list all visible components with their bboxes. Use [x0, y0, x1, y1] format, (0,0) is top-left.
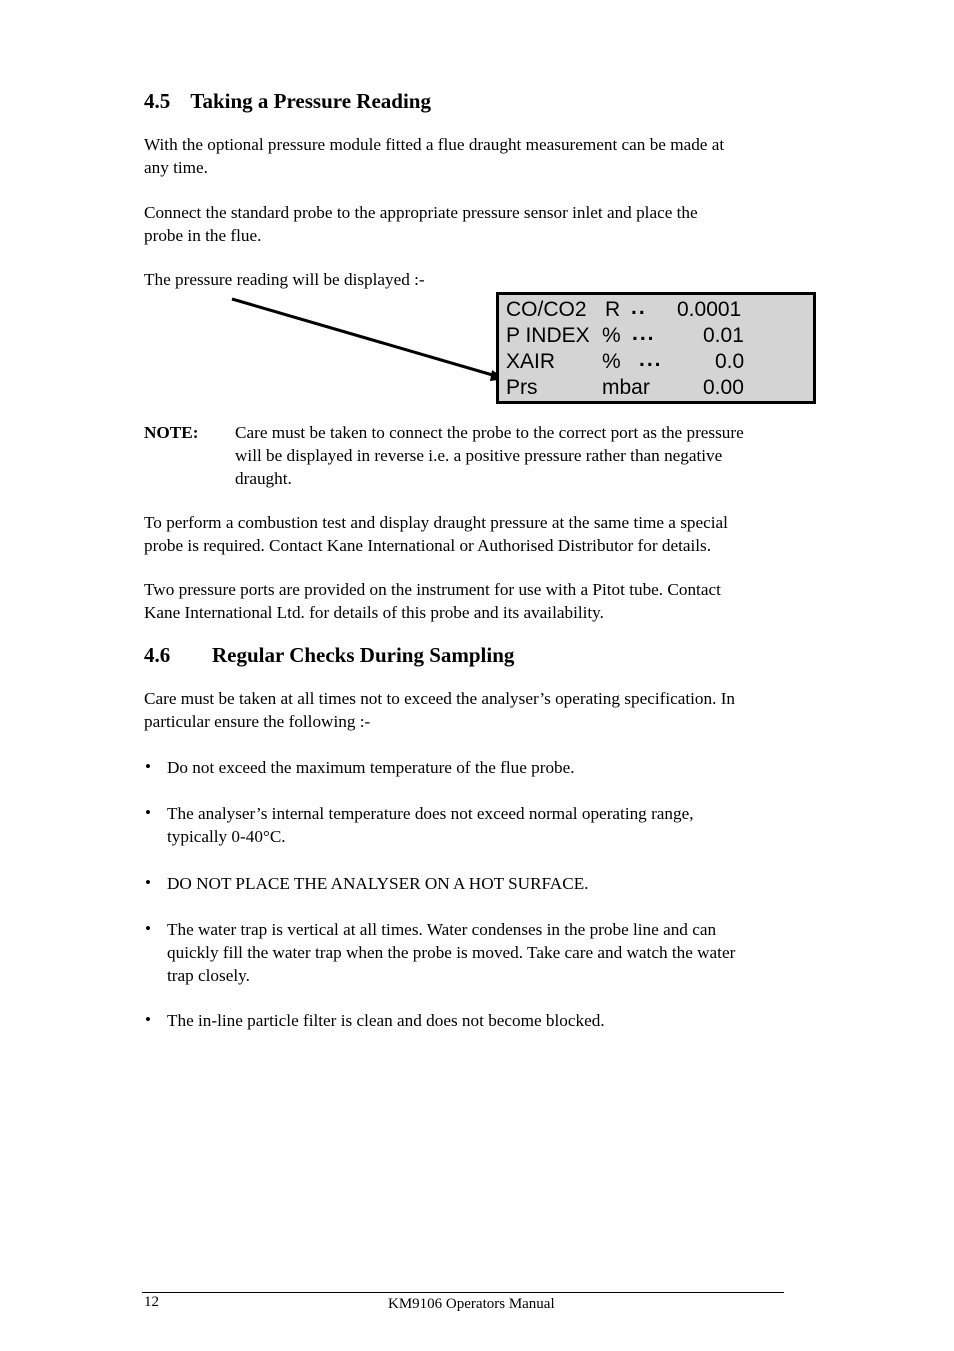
lcd-value: 0.0001 [677, 298, 742, 321]
lcd-dots: .. [631, 296, 647, 319]
section-number: 4.5 [144, 89, 171, 113]
bullet-icon: • [145, 919, 151, 938]
text-line: particular ensure the following :- [144, 712, 371, 731]
text-line: Kane International Ltd. for details of this probe and its availability. [144, 603, 604, 622]
text-line: The analyser’s internal temperature does not exceed normal operating range, [167, 804, 694, 823]
lcd-dots: ... [639, 348, 663, 371]
text-line: With the optional pressure module fitted a flue draught measurement can be made at [144, 135, 725, 154]
text-line: Connect the standard probe to the appropriate pressure sensor inlet and place the [144, 203, 698, 222]
text-line: probe is required. Contact Kane International or Authorised Distributor for details. [144, 536, 712, 555]
bullet-icon: • [145, 1010, 151, 1029]
lcd-dots: ... [632, 322, 656, 345]
text-line: trap closely. [167, 966, 250, 985]
section-4-6-heading [144, 643, 515, 668]
list-item [167, 918, 735, 987]
note-label: NOTE: [144, 423, 199, 442]
text-line: will be displayed in reverse i.e. a positive pressure rather than negative [235, 446, 723, 465]
lcd-unit: % [602, 324, 621, 347]
list-item [167, 756, 575, 779]
lcd-unit: mbar [602, 376, 650, 399]
text-line: The water trap is vertical at all times. Water condenses in the probe line and can [167, 920, 717, 939]
text-line: The in-line particle filter is clean and does not become blocked. [167, 1011, 605, 1030]
text-line: The pressure reading will be displayed :- [144, 270, 425, 289]
footer-rule [142, 1292, 784, 1293]
lcd-value: 0.00 [703, 376, 744, 399]
paragraph-combustion-test [144, 511, 728, 557]
section-title: Regular Checks During Sampling [212, 643, 515, 667]
note-text [235, 421, 744, 490]
lcd-value: 0.0 [715, 350, 745, 373]
lcd-unit: % [602, 350, 621, 373]
lcd-label: CO/CO2 [506, 298, 587, 321]
paragraph-care-spec [144, 687, 735, 733]
lcd-label: Prs [506, 376, 538, 399]
section-number: 4.6 [144, 643, 171, 667]
text-line: Two pressure ports are provided on the instrument for use with a Pitot tube. Contact [144, 580, 721, 599]
bullet-icon: • [145, 873, 151, 892]
text-line: any time. [144, 158, 208, 177]
list-item [167, 1009, 605, 1032]
text-line: Care must be taken to connect the probe to the correct port as the pressure [235, 423, 744, 442]
lcd-label: P INDEX [506, 324, 590, 347]
paragraph-pitot-tube [144, 578, 721, 624]
text-line: DO NOT PLACE THE ANALYSER ON A HOT SURFACE. [167, 874, 589, 893]
page-number: 12 [144, 1294, 159, 1310]
lcd-label: XAIR [506, 350, 556, 373]
text-line: quickly fill the water trap when the probe is moved. Take care and watch the water [167, 943, 736, 962]
manual-title: KM9106 Operators Manual [388, 1296, 555, 1312]
text-line: probe in the flue. [144, 226, 262, 245]
lcd-unit: R [605, 298, 621, 321]
text-line: Do not exceed the maximum temperature of the flue probe. [167, 758, 575, 777]
text-line: typically 0-40°C. [167, 827, 286, 846]
text-line: draught. [235, 469, 292, 488]
lcd-display [496, 292, 816, 404]
list-item [167, 872, 588, 895]
list-item [167, 802, 694, 848]
bullet-icon: • [145, 803, 151, 822]
section-title: Taking a Pressure Reading [190, 89, 431, 113]
bullet-icon: • [145, 757, 151, 776]
lcd-value: 0.01 [703, 324, 744, 347]
text-line: To perform a combustion test and display draught pressure at the same time a special [144, 513, 728, 532]
text-line: Care must be taken at all times not to exceed the analyser’s operating specification. In [144, 689, 736, 708]
